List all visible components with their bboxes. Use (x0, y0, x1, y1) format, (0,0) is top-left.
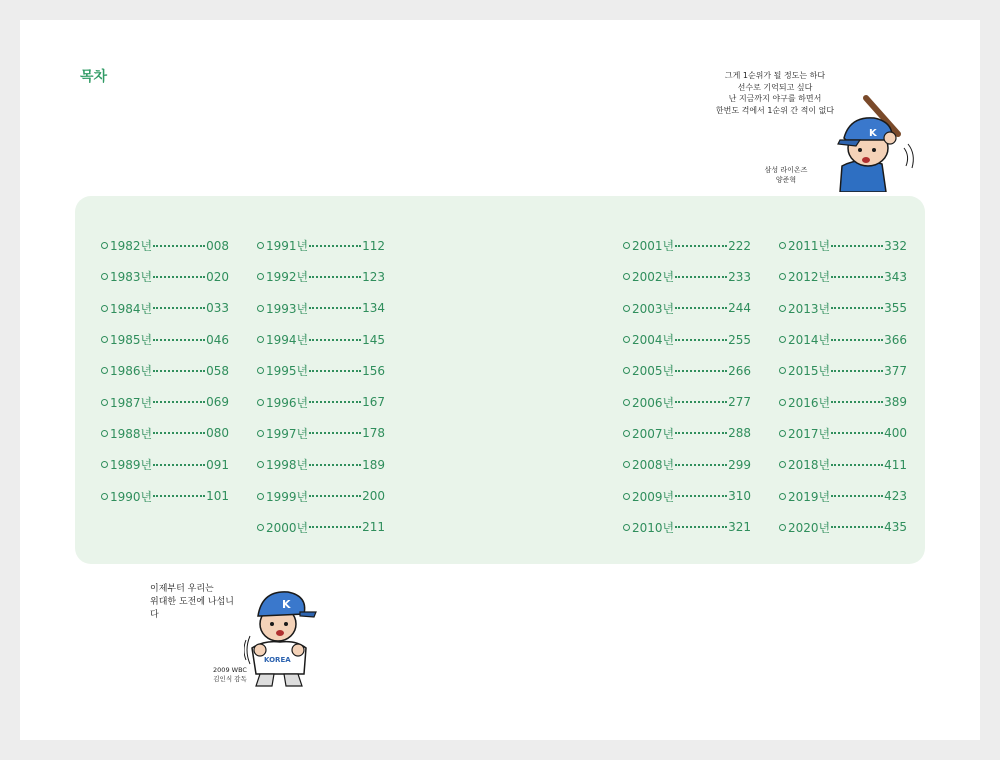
dotted-leader (831, 430, 883, 434)
toc-entry-page: 321 (728, 520, 752, 535)
quote-top-caption (756, 165, 816, 185)
toc-entry[interactable] (257, 512, 385, 543)
dotted-leader (309, 337, 361, 341)
toc-entry-year: 1995년 (266, 364, 309, 379)
toc-entry[interactable] (101, 324, 229, 355)
circle-bullet-icon (257, 242, 264, 249)
toc-entry[interactable] (779, 386, 907, 417)
toc-entry-page: 211 (362, 520, 386, 535)
circle-bullet-icon (257, 461, 264, 468)
toc-entry[interactable] (101, 449, 229, 480)
toc-column-2001-2010 (623, 230, 751, 543)
toc-entry[interactable] (257, 418, 385, 449)
circle-bullet-icon (623, 273, 630, 280)
dotted-leader (153, 243, 205, 247)
toc-entry-page: 123 (362, 269, 386, 284)
toc-entry-year: 2000년 (266, 520, 309, 535)
toc-entry-page: 423 (884, 489, 908, 504)
toc-entry-year: 1983년 (110, 270, 153, 285)
dotted-leader (831, 274, 883, 278)
toc-entry-year: 2009년 (632, 489, 675, 504)
toc-entry[interactable] (101, 386, 229, 417)
quote-top-line: 선수로 기억되고 싶다 (737, 82, 813, 92)
quote-bottom-line: 위대한 도전에 나섭니다 (150, 597, 234, 621)
toc-entry[interactable] (779, 230, 907, 261)
toc-entry-page: 145 (362, 332, 386, 347)
caption-line: 삼성 라이온즈 (764, 166, 808, 174)
toc-entry-year: 2012년 (788, 270, 831, 285)
toc-entry-year: 1987년 (110, 395, 153, 410)
circle-bullet-icon (623, 367, 630, 374)
circle-bullet-icon (101, 242, 108, 249)
dotted-leader (309, 368, 361, 372)
toc-entry-year: 1998년 (266, 458, 309, 473)
circle-bullet-icon (101, 399, 108, 406)
circle-bullet-icon (101, 305, 108, 312)
toc-entry-page: 255 (728, 332, 752, 347)
toc-entry-year: 2002년 (632, 270, 675, 285)
dotted-leader (675, 243, 727, 247)
toc-entry-page: 310 (728, 489, 752, 504)
toc-entry-year: 2010년 (632, 520, 675, 535)
cap-letter: K (282, 598, 291, 611)
dotted-leader (309, 462, 361, 466)
circle-bullet-icon (101, 273, 108, 280)
toc-panel (75, 196, 925, 564)
toc-entry-year: 2017년 (788, 426, 831, 441)
dotted-leader (675, 305, 727, 309)
dotted-leader (675, 368, 727, 372)
quote-bottom (150, 583, 240, 622)
toc-entry-year: 1982년 (110, 239, 153, 254)
dotted-leader (831, 337, 883, 341)
dotted-leader (831, 462, 883, 466)
circle-bullet-icon (257, 493, 264, 500)
toc-entry-page: 222 (728, 238, 752, 253)
toc-entry-year: 2019년 (788, 489, 831, 504)
toc-entry-page: 200 (362, 489, 386, 504)
toc-entry[interactable] (101, 293, 229, 324)
toc-entry-page: 178 (362, 426, 386, 441)
circle-bullet-icon (623, 461, 630, 468)
circle-bullet-icon (623, 493, 630, 500)
toc-entry-page: 101 (206, 489, 230, 504)
dotted-leader (831, 368, 883, 372)
toc-entry-page: 046 (206, 332, 230, 347)
toc-entry[interactable] (779, 449, 907, 480)
circle-bullet-icon (257, 399, 264, 406)
toc-entry-year: 1984년 (110, 301, 153, 316)
toc-entry[interactable] (257, 449, 385, 480)
toc-entry-year: 2013년 (788, 301, 831, 316)
toc-entry-page: 091 (206, 457, 230, 472)
toc-entry-page: 233 (728, 269, 752, 284)
toc-entry-page: 435 (884, 520, 908, 535)
toc-entry-page: 156 (362, 363, 386, 378)
dotted-leader (153, 305, 205, 309)
toc-column-1991-2000 (257, 230, 385, 543)
toc-entry[interactable] (623, 355, 751, 386)
dotted-leader (675, 274, 727, 278)
toc-entry[interactable] (101, 355, 229, 386)
dotted-leader (831, 305, 883, 309)
toc-entry-year: 2018년 (788, 458, 831, 473)
circle-bullet-icon (257, 524, 264, 531)
toc-entry[interactable] (779, 355, 907, 386)
dotted-leader (675, 430, 727, 434)
toc-entry-page: 167 (362, 395, 386, 410)
toc-entry-year: 2005년 (632, 364, 675, 379)
toc-entry-year: 2001년 (632, 239, 675, 254)
toc-entry-page: 366 (884, 332, 908, 347)
toc-entry-year: 1991년 (266, 239, 309, 254)
circle-bullet-icon (257, 305, 264, 312)
page-title: 목차 (80, 69, 108, 85)
toc-entry[interactable] (101, 480, 229, 511)
caption-line: 양준혁 (775, 176, 797, 185)
quote-top-line: 난 지금까지 야구를 하면서 (728, 94, 822, 104)
quote-top-line: 한번도 걱에서 1순위 간 적이 없다 (715, 105, 835, 115)
caption-line: 2009 WBC (213, 666, 247, 674)
circle-bullet-icon (101, 493, 108, 500)
toc-entry-year: 1985년 (110, 333, 153, 348)
toc-entry-year: 1996년 (266, 395, 309, 410)
toc-entry[interactable] (257, 324, 385, 355)
toc-entry-page: 377 (884, 363, 908, 378)
toc-entry-year: 1989년 (110, 458, 153, 473)
dotted-leader (153, 399, 205, 403)
dotted-leader (309, 305, 361, 309)
toc-entry[interactable] (779, 293, 907, 324)
circle-bullet-icon (257, 273, 264, 280)
dotted-leader (309, 274, 361, 278)
toc-entry[interactable] (779, 324, 907, 355)
quote-bottom-line: 이제부터 우리는 (150, 584, 214, 594)
caption-line: 김인식 감독 (213, 675, 247, 684)
circle-bullet-icon (779, 305, 786, 312)
toc-entry-year: 1993년 (266, 301, 309, 316)
toc-entry-page: 299 (728, 457, 752, 472)
toc-entry[interactable] (101, 418, 229, 449)
toc-entry[interactable] (779, 418, 907, 449)
toc-entry-year: 1994년 (266, 333, 309, 348)
toc-entry-year: 2011년 (788, 239, 831, 254)
toc-entry-year: 1997년 (266, 426, 309, 441)
circle-bullet-icon (779, 273, 786, 280)
toc-entry[interactable] (623, 261, 751, 292)
dotted-leader (309, 430, 361, 434)
toc-entry-page: 332 (884, 238, 908, 253)
toc-entry-year: 1992년 (266, 270, 309, 285)
dotted-leader (675, 493, 727, 497)
circle-bullet-icon (101, 367, 108, 374)
toc-entry[interactable] (257, 261, 385, 292)
circle-bullet-icon (257, 367, 264, 374)
dotted-leader (675, 399, 727, 403)
circle-bullet-icon (101, 461, 108, 468)
toc-entry[interactable] (101, 230, 229, 261)
toc-entry[interactable] (623, 418, 751, 449)
toc-entry[interactable] (623, 230, 751, 261)
toc-entry[interactable] (779, 480, 907, 511)
circle-bullet-icon (779, 493, 786, 500)
toc-entry-page: 244 (728, 301, 752, 316)
dotted-leader (309, 399, 361, 403)
toc-entry-year: 2003년 (632, 301, 675, 316)
jersey-label: KOREA (264, 656, 291, 664)
toc-entry-year: 1988년 (110, 426, 153, 441)
svg-text:K: K (869, 128, 877, 139)
circle-bullet-icon (779, 461, 786, 468)
circle-bullet-icon (623, 430, 630, 437)
toc-entry[interactable] (623, 480, 751, 511)
toc-entry-page: 020 (206, 269, 230, 284)
toc-column-2011-2020 (779, 230, 907, 543)
dotted-leader (153, 493, 205, 497)
dotted-leader (153, 430, 205, 434)
circle-bullet-icon (623, 524, 630, 531)
toc-entry-year: 1999년 (266, 489, 309, 504)
toc-entry[interactable] (257, 480, 385, 511)
toc-entry-year: 2014년 (788, 333, 831, 348)
circle-bullet-icon (623, 336, 630, 343)
dotted-leader (831, 399, 883, 403)
circle-bullet-icon (623, 242, 630, 249)
toc-entry-page: 411 (884, 457, 908, 472)
circle-bullet-icon (101, 430, 108, 437)
toc-entry-year: 2015년 (788, 364, 831, 379)
toc-entry-page: 058 (206, 363, 230, 378)
dotted-leader (831, 243, 883, 247)
toc-entry-page: 033 (206, 301, 230, 316)
toc-entry-page: 069 (206, 395, 230, 410)
dotted-leader (675, 524, 727, 528)
toc-entry[interactable] (101, 261, 229, 292)
toc-entry-page: 008 (206, 238, 230, 253)
toc-entry-year: 2004년 (632, 333, 675, 348)
toc-entry[interactable] (623, 386, 751, 417)
circle-bullet-icon (779, 367, 786, 374)
toc-entry-page: 288 (728, 426, 752, 441)
circle-bullet-icon (257, 430, 264, 437)
toc-entry-page: 343 (884, 269, 908, 284)
toc-entry[interactable] (623, 324, 751, 355)
dotted-leader (153, 337, 205, 341)
toc-entry-year: 2008년 (632, 458, 675, 473)
toc-entry[interactable] (257, 293, 385, 324)
toc-column-1982-1990 (101, 230, 229, 512)
dotted-leader (675, 462, 727, 466)
circle-bullet-icon (101, 336, 108, 343)
manager-illustration (244, 586, 324, 690)
dotted-leader (675, 337, 727, 341)
toc-entry-page: 277 (728, 395, 752, 410)
toc-entry-page: 080 (206, 426, 230, 441)
toc-entry[interactable] (257, 230, 385, 261)
dotted-leader (309, 524, 361, 528)
toc-entry-page: 389 (884, 395, 908, 410)
circle-bullet-icon (623, 399, 630, 406)
dotted-leader (831, 524, 883, 528)
toc-entry-year: 1986년 (110, 364, 153, 379)
toc-entry[interactable] (257, 386, 385, 417)
toc-entry-year: 2007년 (632, 426, 675, 441)
circle-bullet-icon (779, 242, 786, 249)
toc-entry[interactable] (779, 261, 907, 292)
toc-entry-year: 2016년 (788, 395, 831, 410)
toc-entry-year: 2006년 (632, 395, 675, 410)
dotted-leader (153, 274, 205, 278)
circle-bullet-icon (779, 524, 786, 531)
toc-entry[interactable] (623, 449, 751, 480)
toc-entry-page: 189 (362, 457, 386, 472)
batter-illustration (820, 92, 920, 192)
toc-entry-page: 112 (362, 238, 386, 253)
circle-bullet-icon (623, 305, 630, 312)
quote-top-line: 그게 1순위가 될 정도는 하다 (724, 71, 826, 80)
dotted-leader (309, 243, 361, 247)
dotted-leader (153, 368, 205, 372)
circle-bullet-icon (779, 336, 786, 343)
circle-bullet-icon (779, 430, 786, 437)
dotted-leader (831, 493, 883, 497)
circle-bullet-icon (779, 399, 786, 406)
toc-entry-year: 2020년 (788, 520, 831, 535)
toc-entry[interactable] (779, 512, 907, 543)
toc-entry-page: 134 (362, 301, 386, 316)
toc-entry[interactable] (623, 293, 751, 324)
toc-entry-page: 400 (884, 426, 908, 441)
toc-entry[interactable] (623, 512, 751, 543)
toc-entry-page: 355 (884, 301, 908, 316)
circle-bullet-icon (257, 336, 264, 343)
dotted-leader (309, 493, 361, 497)
toc-entry-year: 1990년 (110, 489, 153, 504)
toc-entry-page: 266 (728, 363, 752, 378)
dotted-leader (153, 462, 205, 466)
toc-entry[interactable] (257, 355, 385, 386)
